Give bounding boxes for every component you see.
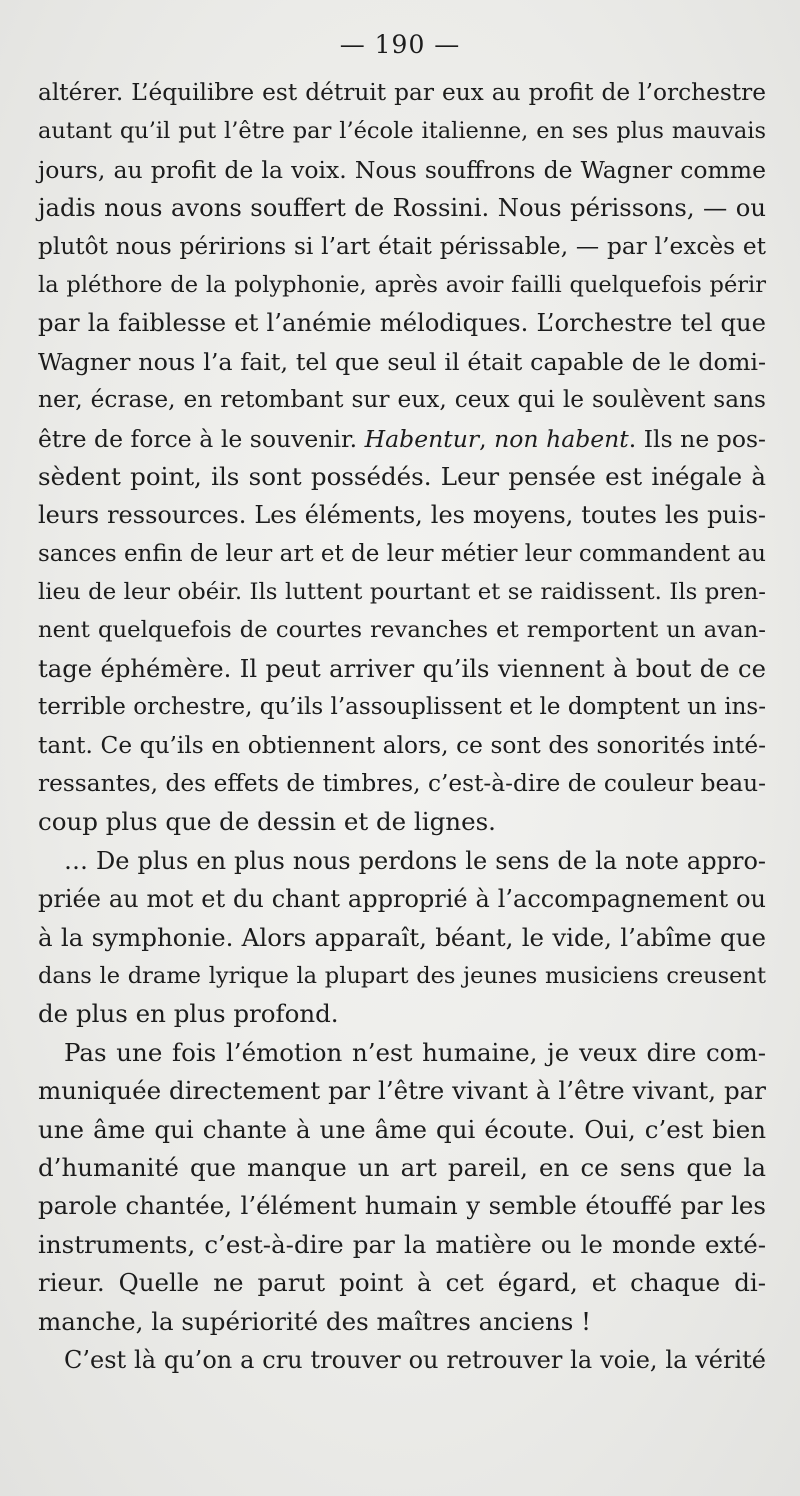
text-line: terrible orchestre, qu’ils l’assouplissent et le domptent un ins- (38, 694, 766, 721)
text-line: rieur. Quelle ne parut point à cet égard, et chaque di- (38, 1268, 766, 1298)
text-line: tage éphémère. Il peut arriver qu’ils viennent à bout de ce (38, 653, 766, 683)
text-line: la pléthore de la polyphonie, après avoir failli quelquefois périr (38, 271, 766, 298)
text-line: Wagner nous l’a fait, tel que seul il était capable de le domi- (38, 347, 766, 376)
text-line: d’humanité que manque un art pareil, en ce sens que la (38, 1152, 766, 1182)
text-line: nent quelquefois de courtes revanches et remportent un avan- (38, 617, 766, 644)
text-segment: être de force à le souvenir. (38, 424, 365, 453)
text-line: plutôt nous péririons si l’art était périssable, — par l’excès et (38, 232, 766, 260)
text-line: jadis nous avons souffert de Rossini. Nous périssons, — ou (38, 193, 766, 223)
text-line: parole chantée, l’élément humain y semble étouffé par les (38, 1191, 766, 1221)
text-line: à la symphonie. Alors apparaît, béant, le vide, l’abîme que (38, 922, 766, 952)
italic-phrase: Habentur (364, 424, 480, 453)
text-line: lieu de leur obéir. Ils luttent pourtant et se raidissent. Ils pren- (38, 579, 766, 606)
text-line: Pas une fois l’émotion n’est humaine, je veux dire com- (64, 1037, 766, 1067)
text-line: ressantes, des effets de timbres, c’est-à-dire de couleur beau- (38, 770, 766, 798)
text-line (38, 420, 766, 458)
text-line: altérer. L’équilibre est détruit par eux au profit de l’orchestre (38, 79, 766, 106)
text-line: … De plus en plus nous perdons le sens de la note appro- (64, 846, 766, 875)
text-line: coup plus que de dessin et de lignes. (38, 807, 496, 837)
text-line: dans le drame lyrique la plupart des jeunes musiciens creusent (38, 962, 766, 989)
text-line: par la faiblesse et l’anémie mélodiques. L’orchestre tel que (38, 308, 766, 338)
text-line: C’est là qu’on a cru trouver ou retrouver la voie, la vérité (64, 1345, 766, 1374)
text-line: tant. Ce qu’ils en obtiennent alors, ce sont des sonorités inté- (38, 731, 766, 759)
text-line: sèdent point, ils sont possédés. Leur pensée est inégale à (38, 461, 766, 491)
text-segment: , (479, 424, 495, 453)
italic-phrase: non habent (494, 424, 629, 453)
text-segment: . Ils ne pos- (628, 424, 766, 453)
text-line: manche, la supériorité des maîtres anciens ! (38, 1306, 591, 1336)
text-line: autant qu’il put l’être par l’école italienne, en ses plus mauvais (38, 118, 766, 145)
text-line: instruments, c’est-à-dire par la matière ou le monde exté- (38, 1229, 766, 1259)
page-number: — 190 — (339, 30, 461, 59)
text-line: priée au mot et du chant approprié à l’accompagnement ou (38, 885, 766, 914)
text-line: leurs ressources. Les éléments, les moyens, toutes les puis- (38, 501, 766, 530)
text-line: sances enfin de leur art et de leur métier leur commandent au (38, 540, 766, 567)
text-line: jours, au profit de la voix. Nous souffrons de Wagner comme (38, 155, 766, 184)
body-text (38, 74, 766, 1379)
text-line: une âme qui chante à une âme qui écoute. Oui, c’est bien (38, 1114, 766, 1144)
text-line: muniquée directement par l’être vivant à l’être vivant, par (38, 1076, 766, 1106)
text-line: de plus en plus profond. (38, 999, 339, 1029)
text-line: ner, écrase, en retombant sur eux, ceux qui le soulèvent sans (38, 386, 766, 414)
